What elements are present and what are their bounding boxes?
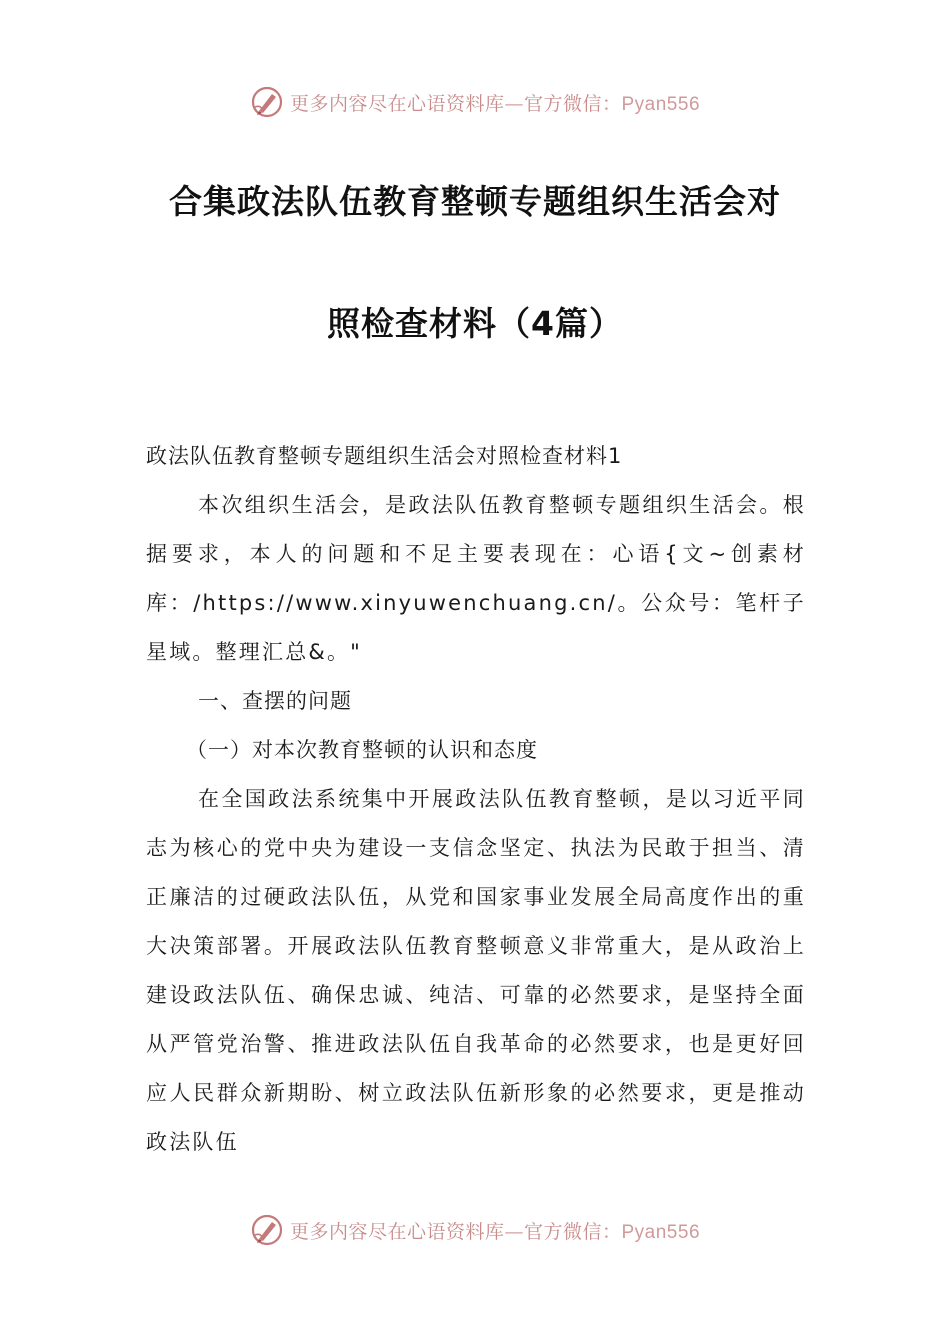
pen-logo-icon bbox=[250, 85, 284, 119]
watermark-wechat-id: Pyan556 bbox=[621, 1221, 701, 1243]
footer-watermark bbox=[0, 1210, 950, 1250]
document-subtitle: 政法队伍教育整顿专题组织生活会对照检查材料1 bbox=[146, 444, 623, 468]
paragraph-body: 在全国政法系统集中开展政法队伍教育整顿，是以习近平同志为核心的党中央为建设一支信念坚定、执法为民敢于担当、清正廉洁的过硬政法队伍，从党和国家事业发展全局高度作出的重大决策部署。开展政法队伍教育整顿意义非常重大，是从政治上建设政法队伍、确保忠诚、纯洁、可靠的必然要求，是坚持全面从严管党治警、推进政法队伍自我革命的必然要求，也是更好回应人民群众新期盼、树立政法队伍新形象的必然要求，更是推动政法队伍 bbox=[146, 787, 806, 1154]
watermark-official-label: 官方微信： bbox=[523, 1220, 622, 1243]
header-watermark bbox=[0, 82, 950, 122]
watermark-official-label: 官方微信： bbox=[523, 92, 622, 115]
watermark-dash: — bbox=[504, 92, 524, 115]
paragraph-intro: 本次组织生活会，是政法队伍教育整顿专题组织生活会。根据要求，本人的问题和不足主要表现在：心语{文~创素材库：/https://www.xinyuwenchuang.cn/。公众号：笔杆子星域。整理汇总&。" bbox=[146, 493, 806, 664]
watermark-wechat-id: Pyan556 bbox=[621, 93, 701, 115]
document-body bbox=[146, 432, 806, 1167]
document-title-line-2: 照检查材料（4篇） bbox=[327, 304, 623, 343]
watermark-text bbox=[290, 89, 700, 116]
subsection-heading: （一）对本次教育整顿的认识和态度 bbox=[186, 738, 538, 762]
watermark-dash: — bbox=[504, 1220, 524, 1243]
section-heading: 一、查摆的问题 bbox=[198, 689, 352, 713]
document-title-line-1: 合集政法队伍教育整顿专题组织生活会对 bbox=[169, 182, 781, 221]
watermark-text bbox=[290, 1217, 700, 1244]
watermark-main-text: 更多内容尽在心语资料库 bbox=[289, 1220, 505, 1243]
watermark-main-text: 更多内容尽在心语资料库 bbox=[289, 92, 505, 115]
pen-logo-icon bbox=[250, 1213, 284, 1247]
